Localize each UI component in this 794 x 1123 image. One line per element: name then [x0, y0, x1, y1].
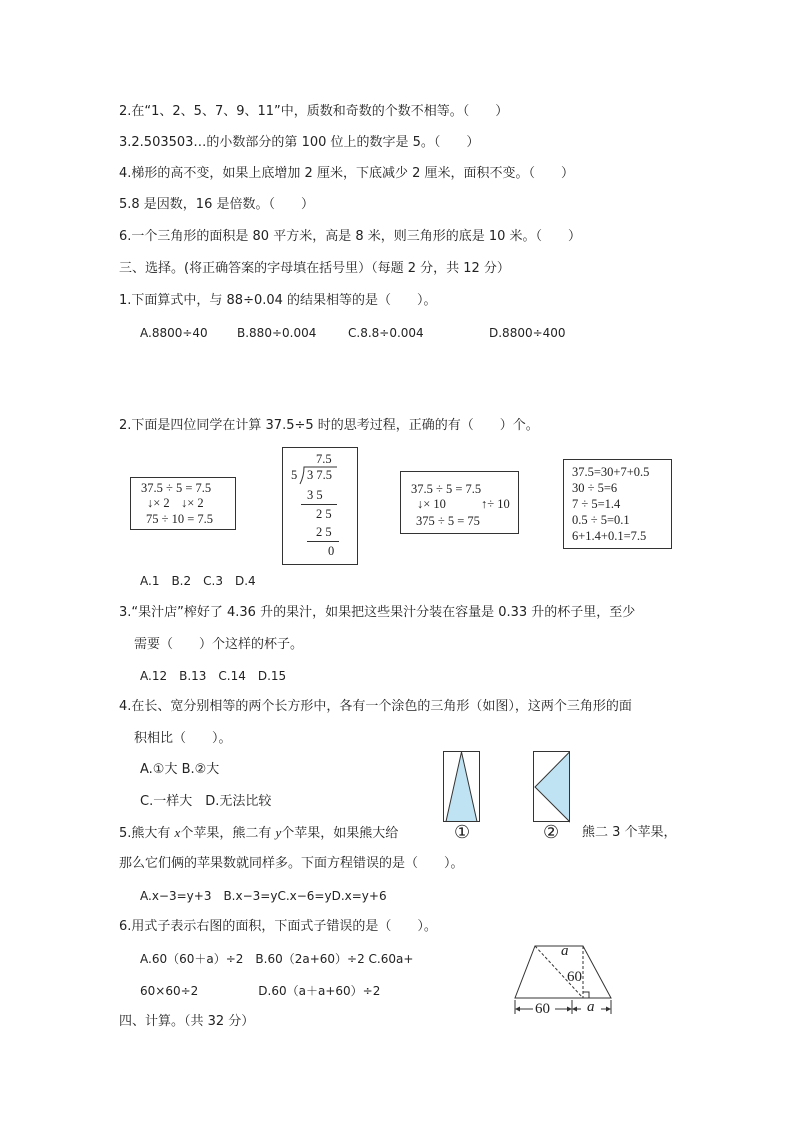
box2-rule1: [301, 504, 337, 505]
choice4-options-line1: A.①大 B.②大: [140, 762, 220, 777]
judge-q3: 3.2.503503…的小数部分的第 100 位上的数字是 5。（ ）: [119, 135, 480, 150]
fig-label-base: 60: [535, 1001, 550, 1017]
choice3-question-line1: 3.“果汁店”榨好了 4.36 升的果汁，如果把这些果汁分装在容量是 0.33 升的杯子里，至少: [119, 605, 636, 620]
choice2-options: A.1 B.2 C.3 D.4: [140, 574, 256, 588]
c5-text-a: 5.熊大有: [119, 826, 175, 841]
choice6-question: 6.用式子表示右图的面积，下面式子错误的是（ ）。: [119, 919, 437, 934]
right-angle-mark: [583, 992, 589, 998]
rectangle-figure-1: [443, 751, 481, 823]
c5-text-b: 个苹果，熊二有: [180, 826, 276, 841]
box4-line2: 30 ÷ 5=6: [572, 481, 618, 495]
choice3-question-line2: 需要（ ）个这样的杯子。: [134, 637, 304, 652]
choice5-options: A.x−3=y+3 B.x−3=yC.x−6=yD.x=y+6: [140, 889, 387, 903]
choice5-question-line2: 那么它们俩的苹果数就同样多。下面方程错误的是（ ）。: [119, 856, 464, 871]
box2-remainder1: 2 5: [316, 507, 332, 521]
box3-line1: 37.5 ÷ 5 = 7.5: [411, 482, 482, 496]
box4-line5: 6+1.4+0.1=7.5: [572, 529, 647, 543]
choice1-option-a: A.8800÷40: [140, 326, 208, 340]
section4-title: 四、计算。（共 32 分）: [119, 1014, 255, 1029]
choice1-option-c: C.8.8÷0.004: [348, 326, 424, 340]
box2-rule2: [307, 541, 339, 542]
judge-q4: 4.梯形的高不变，如果上底增加 2 厘米，下底减少 2 厘米，面积不变。（ ）: [119, 166, 574, 181]
box1-arrow-left: ↓× 2: [147, 496, 170, 510]
choice6-options-line2: 60×60÷2 D.60（a＋a+60）÷2: [140, 984, 381, 998]
section3-title: 三、选择。(将正确答案的字母填在括号里）（每题 2 分，共 12 分）: [119, 261, 510, 276]
box1-line3: 75 ÷ 10 = 7.5: [146, 512, 214, 526]
box4-line1: 37.5=30+7+0.5: [572, 465, 650, 479]
box2-dividend: 3 7.5: [307, 468, 332, 482]
choice1-option-b: B.880÷0.004: [237, 326, 317, 340]
choice4-question-line1: 4.在长、宽分别相等的两个长方形中，各有一个涂色的三角形（如图），这两个三角形的面: [119, 699, 632, 714]
choice3-options: A.12 B.13 C.14 D.15: [140, 669, 287, 683]
box2-subtract2: 2 5: [316, 525, 332, 539]
box4-line3: 7 ÷ 5=1.4: [572, 497, 621, 511]
choice4-options-line2: C.一样大 D.无法比较: [140, 794, 272, 809]
choice4-question-line2: 积相比（ ）。: [134, 731, 232, 746]
box2-divisor: 5: [291, 468, 298, 482]
rectangle-figure-2: [533, 751, 571, 823]
judge-q2: 2.在“1、2、5、7、9、11”中，质数和奇数的个数不相等。（ ）: [119, 104, 509, 119]
judge-q5: 5.8 是因数，16 是倍数。（ ）: [119, 197, 314, 212]
choice2-question: 2.下面是四位同学在计算 37.5÷5 时的思考过程，正确的有（ ）个。: [119, 418, 539, 433]
box1-arrow-right: ↓× 2: [181, 496, 204, 510]
box3-arrow-right: ↑÷ 10: [481, 497, 510, 511]
choice5-question-line1: [119, 825, 398, 842]
choice6-options-line1: A.60（60＋a）÷2 B.60（2a+60）÷2 C.60a+: [140, 952, 414, 966]
choice5-question-line1-end: 熊二 3 个苹果，: [582, 825, 677, 840]
c5-text-c: 个苹果，如果熊大给: [281, 826, 399, 841]
figure-label-1: ①: [454, 822, 471, 842]
choice1-question: 1.下面算式中，与 88÷0.04 的结果相等的是（ ）。: [119, 293, 437, 308]
box2-quotient: 7.5: [316, 452, 332, 466]
method-box-1: [130, 477, 236, 530]
c5-var-x: x: [174, 825, 181, 840]
fig-label-a-bottom: a: [587, 999, 595, 1015]
figure-label-2: ②: [543, 822, 560, 842]
judge-q6: 6.一个三角形的面积是 80 平方米，高是 8 米，则三角形的底是 10 米。（ ）: [119, 229, 582, 244]
fig-label-a-top: a: [561, 943, 569, 959]
box4-line4: 0.5 ÷ 5=0.1: [572, 513, 630, 527]
box2-subtract1: 3 5: [307, 488, 323, 502]
fig-label-height: 60: [567, 969, 582, 985]
box3-arrow-left: ↓× 10: [417, 497, 446, 511]
box3-line3: 375 ÷ 5 = 75: [416, 514, 480, 528]
box1-line1: 37.5 ÷ 5 = 7.5: [141, 481, 212, 495]
choice1-option-d: D.8800÷400: [489, 326, 566, 340]
method-box-2: [282, 447, 358, 565]
box2-remainder2: 0: [328, 544, 335, 558]
method-box-3: [400, 471, 519, 534]
c5-var-y: y: [275, 825, 282, 840]
method-box-4: [563, 459, 672, 549]
